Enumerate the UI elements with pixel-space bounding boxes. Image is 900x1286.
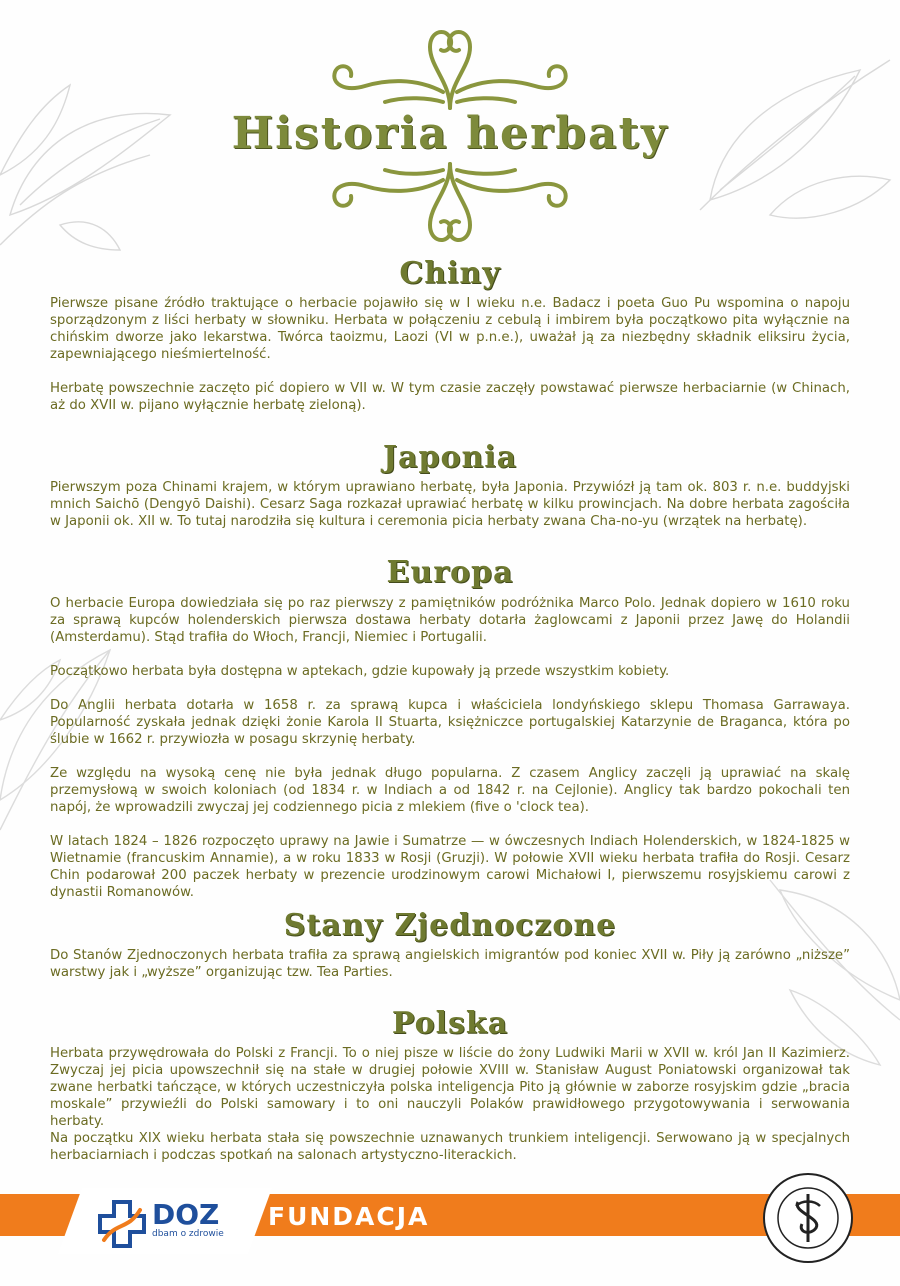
section-body-chiny: [50, 295, 850, 414]
paragraph: Ze względu na wysoką cenę nie była jednak długo popularna. Z czasem Anglicy zaczęli ją uprawiać na skalę przemysłową w swoich koloniach (od 1834 r. w Indiach a od 1842 r. na Cejlonie). Anglicy tak bardzo pokochali ten napój, że wprowadzili zwyczaj jej codziennego picia z mlekiem (five o 'clock tea).: [50, 766, 850, 815]
doz-logo-tagline: dbam o zdrowie: [152, 1229, 224, 1239]
section-heading-chiny: Chiny: [399, 256, 501, 291]
paragraph: Pierwszym poza Chinami krajem, w którym uprawiano herbatę, była Japonia. Przywiózł ją tam ok. 803 r. n.e. buddyjski mnich Saichō (Dengyō Daishi). Cesarz Saga rozkazał uprawiać herbatę w kilku prowincjach. Na dobre herbata zagościła w Japonii ok. XII w. To tutaj narodziła się kultura i ceremonia picia herbaty zwana Cha-no-yu (wrzątek na herbatę).: [50, 480, 850, 529]
page-title: Historia herbaty: [231, 108, 669, 159]
paragraph: Do Anglii herbata dotarła w 1658 r. za sprawą kupca i właściciela londyńskiego sklepu Thomasa Garrawaya. Popularność zyskała jednak dzięki żonie Karola II Stuarta, księżniczce portugalskiej Katarzynie de Braganca, która po ślubie w 1662 r. przywiozła w posagu skrzynię herbaty.: [50, 698, 850, 747]
section-heading-europa: Europa: [386, 555, 514, 590]
paragraph: Herbatę powszechnie zaczęto pić dopiero w VII w. W tym czasie zaczęły powstawać pierwsze herbaciarnie (w Chinach, aż do XVII w. pijano wyłącznie herbatę zieloną).: [50, 381, 850, 413]
section-body-polska: [50, 1045, 850, 1164]
section-heading-polska: Polska: [391, 1006, 509, 1041]
section-body-europa: [50, 595, 850, 901]
paragraph: W latach 1824 – 1826 rozpoczęto uprawy na Jawie i Sumatrze — w ówczesnych Indiach Holenderskich, w 1824-1825 w Wietnamie (francuskim Annamie), a w roku 1833 w Rosji (Gruzji). W połowie XVII wieku herbata trafiła do Rosji. Cesarz Chin podarował 200 paczek herbaty w prezencie urodzinowym carowi Michałowi I, pierwszemu rosyjskiemu carowi z dynastii Romanowów.: [50, 834, 850, 900]
section-heading-japonia: Japonia: [382, 440, 518, 475]
doz-logo-text: DOZ: [152, 1198, 220, 1231]
section-heading-stany-zjednoczone: Stany Zjednoczone: [283, 908, 617, 943]
paragraph: Herbata przywędrowała do Polski z Francji. To o niej pisze w liście do żony Ludwiki Marii w XVII w. król Jan II Kazimierz. Zwyczaj jej picia upowszechnił się na stałe w drugiej połowie XVIII w. Stanisław August Poniatowski organizował tak zwane herbatki tańczące, w których uczestniczyła polska inteligencja Pito ją głównie w zaborze rosyjskim gdzie „bracia moskale” przywieźli do Polski samowary i to oni nauczyli Polaków prawidłowego przygotowywania i serwowania herbaty. Na początku XIX wieku herbata stała się powszechnie uznawanych trunkiem inteligencji. Serwowano ją w specjalnych herbaciarniach i podczas spotkań na salonach artystyczno-literackich.: [50, 1046, 850, 1163]
paragraph: O herbacie Europa dowiedziała się po raz pierwszy z pamiętników podróżnika Marco Polo. Jednak dopiero w 1610 roku za sprawą kupców holenderskich pierwsza dostawa herbaty dotarła żaglowcami z Japonii przez Jawę do Holandii (Amsterdamu). Stąd trafiła do Włoch, Francji, Niemiec i Portugalii.: [50, 596, 850, 645]
ornament-flourish-bottom: [325, 162, 575, 250]
ornament-flourish-top: [325, 22, 575, 110]
section-body-japonia: [50, 479, 850, 530]
paragraph: Początkowo herbata była dostępna w aptekach, gdzie kupowały ją przede wszystkim kobiety.: [50, 664, 670, 679]
doz-cross-icon: [96, 1200, 148, 1248]
footer-label: FUNDACJA: [268, 1202, 430, 1231]
paragraph: Do Stanów Zjednoczonych herbata trafiła za sprawą angielskich imigrantów pod koniec XVII w. Piły ją zarówno „niższe” warstwy jak i „wyższe” organizując tzw. Tea Parties.: [50, 948, 850, 980]
section-body-stany-zjednoczone: [50, 947, 850, 981]
museum-seal-logo: [762, 1172, 854, 1264]
paragraph: Pierwsze pisane źródło traktujące o herbacie pojawiło się w I wieku n.e. Badacz i poeta Guo Pu wspomina o napoju sporządzonym z liści herbaty w słowniku. Herbata w połączeniu z cebulą i imbirem była początkowo pita wyłącznie na chińskim dworze jako lekarstwa. Twórca taoizmu, Laozi (VI w p.n.e.), uważał ją za niezbędny składnik eliksiru życia, zapewniającego nieśmiertelność.: [50, 296, 850, 362]
